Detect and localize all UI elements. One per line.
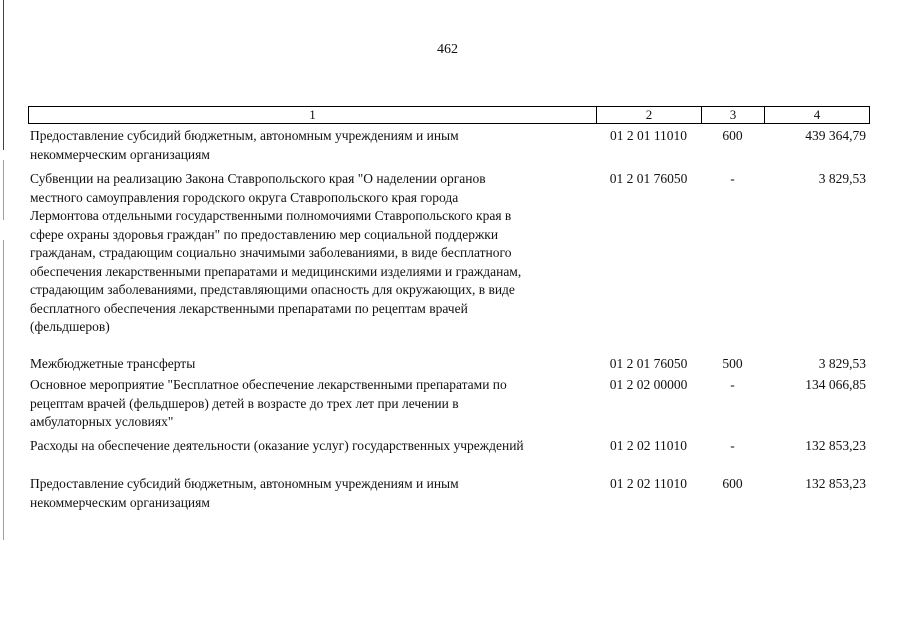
row-code: 01 2 01 76050 [609, 171, 688, 186]
row-code: 01 2 02 11010 [609, 476, 688, 491]
row-code: 01 2 01 76050 [609, 355, 688, 371]
description-line: бесплатного обеспечения лекарственными препаратами по рецептам врачей [30, 300, 468, 316]
description-line: Лермонтова отдельными государственными полномочиями Ставропольского края в [30, 208, 512, 223]
row-amount: 132 853,23 [805, 437, 866, 453]
column-header-3: 3 [702, 107, 765, 123]
row-amount: 134 066,85 [805, 377, 866, 392]
row-code: 01 2 02 11010 [609, 437, 688, 453]
column-header-1: 1 [29, 107, 597, 123]
left-margin-mark [3, 0, 4, 150]
row-code: 01 2 02 00000 [609, 377, 688, 392]
table-header [28, 106, 870, 124]
table-row [28, 376, 868, 432]
table-body [28, 124, 868, 512]
row-description [28, 376, 596, 432]
description-line: Предоставление субсидий бюджетным, автономным учреждениям и иным [30, 476, 459, 491]
description-line: Основное мероприятие "Бесплатное обеспечение лекарственными препаратами по [30, 377, 507, 392]
row-amount: 439 364,79 [805, 128, 866, 143]
description-line: Расходы на обеспечение деятельности (оказание услуг) государственных учреждений [30, 437, 524, 453]
row-code: 01 2 01 11010 [609, 128, 688, 143]
page-number: 462 [437, 42, 458, 57]
row-type: 600 [722, 128, 743, 143]
description-line: амбулаторных условиях" [30, 414, 174, 429]
table-row [28, 475, 868, 512]
description-line: рецептам врачей (фельдшеров) детей в возрасте до трех лет при лечении в [30, 395, 459, 411]
description-line: некоммерческим организациям [30, 494, 210, 510]
table-row [28, 355, 868, 374]
column-header-2: 2 [597, 107, 702, 123]
description-line: страдающим заболеваниями, представляющими опасность для окружающих, в виде [30, 282, 515, 297]
row-description [28, 475, 596, 512]
row-type: - [730, 437, 735, 453]
description-line: обеспечения лекарственными препаратами и медицинскими изделиями и гражданам, [30, 263, 522, 279]
column-header-4: 4 [813, 107, 821, 122]
row-type: - [730, 377, 735, 392]
row-type: 500 [722, 355, 743, 371]
table-row [28, 170, 868, 337]
description-line: гражданам, страдающим социально значимыми заболеваниями, в виде бесплатного [30, 245, 512, 260]
row-type: 600 [722, 476, 743, 491]
left-margin-mark [3, 240, 4, 540]
row-description [28, 127, 596, 164]
description-line: Предоставление субсидий бюджетным, автономным учреждениям и иным [30, 128, 459, 143]
row-amount: 3 829,53 [818, 355, 866, 371]
row-amount: 132 853,23 [805, 476, 866, 491]
description-line: сфере охраны здоровья граждан" по предоставлению мер социальной поддержки [30, 226, 499, 242]
row-type: - [730, 171, 735, 186]
row-description [28, 170, 596, 337]
description-line: некоммерческим организациям [30, 146, 210, 162]
description-line: (фельдшеров) [30, 319, 110, 334]
row-amount: 3 829,53 [818, 171, 866, 186]
row-description [28, 355, 596, 374]
description-line: Межбюджетные трансферты [30, 355, 196, 371]
description-line: местного самоуправления городского округа Ставропольского края города [30, 189, 459, 205]
table-row [28, 127, 868, 164]
table-row [28, 437, 868, 456]
description-line: Субвенции на реализацию Закона Ставропольского края "О наделении органов [30, 171, 486, 186]
row-description [28, 437, 596, 456]
left-margin-mark [3, 160, 4, 220]
